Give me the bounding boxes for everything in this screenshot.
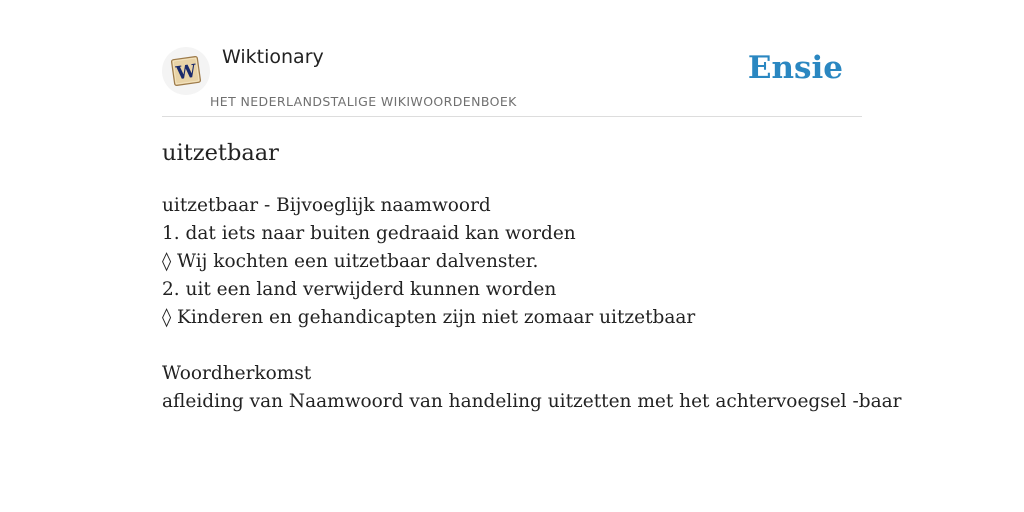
entry-title: uitzetbaar — [162, 140, 279, 166]
entry-content — [162, 192, 901, 416]
definition-2: 2. uit een land verwijderd kunnen worden — [162, 279, 557, 300]
definition-1: 1. dat iets naar buiten gedraaid kan worden — [162, 223, 576, 244]
example-2: ◊ Kinderen en gehandicapten zijn niet zomaar uitzetbaar — [162, 307, 696, 328]
header — [162, 0, 862, 117]
etymology-text: afleiding van Naamwoord van handeling uitzetten met het achtervoegsel -baar — [162, 391, 902, 412]
etymology-heading: Woordherkomst — [162, 363, 312, 384]
site-tagline: HET NEDERLANDSTALIGE WIKIWOORDENBOEK — [210, 94, 517, 109]
example-1: ◊ Wij kochten een uitzetbaar dalvenster. — [162, 251, 539, 272]
wiktionary-logo-icon[interactable] — [162, 47, 210, 95]
site-name[interactable]: Wiktionary — [222, 46, 324, 68]
wiktionary-tile-icon — [169, 54, 203, 88]
part-of-speech: uitzetbaar - Bijvoeglijk naamwoord — [162, 195, 491, 216]
logo-letter: W — [174, 60, 198, 85]
spacer — [162, 332, 901, 360]
entry-card — [162, 0, 902, 412]
ensie-brand-logo[interactable]: Ensie — [747, 50, 843, 86]
